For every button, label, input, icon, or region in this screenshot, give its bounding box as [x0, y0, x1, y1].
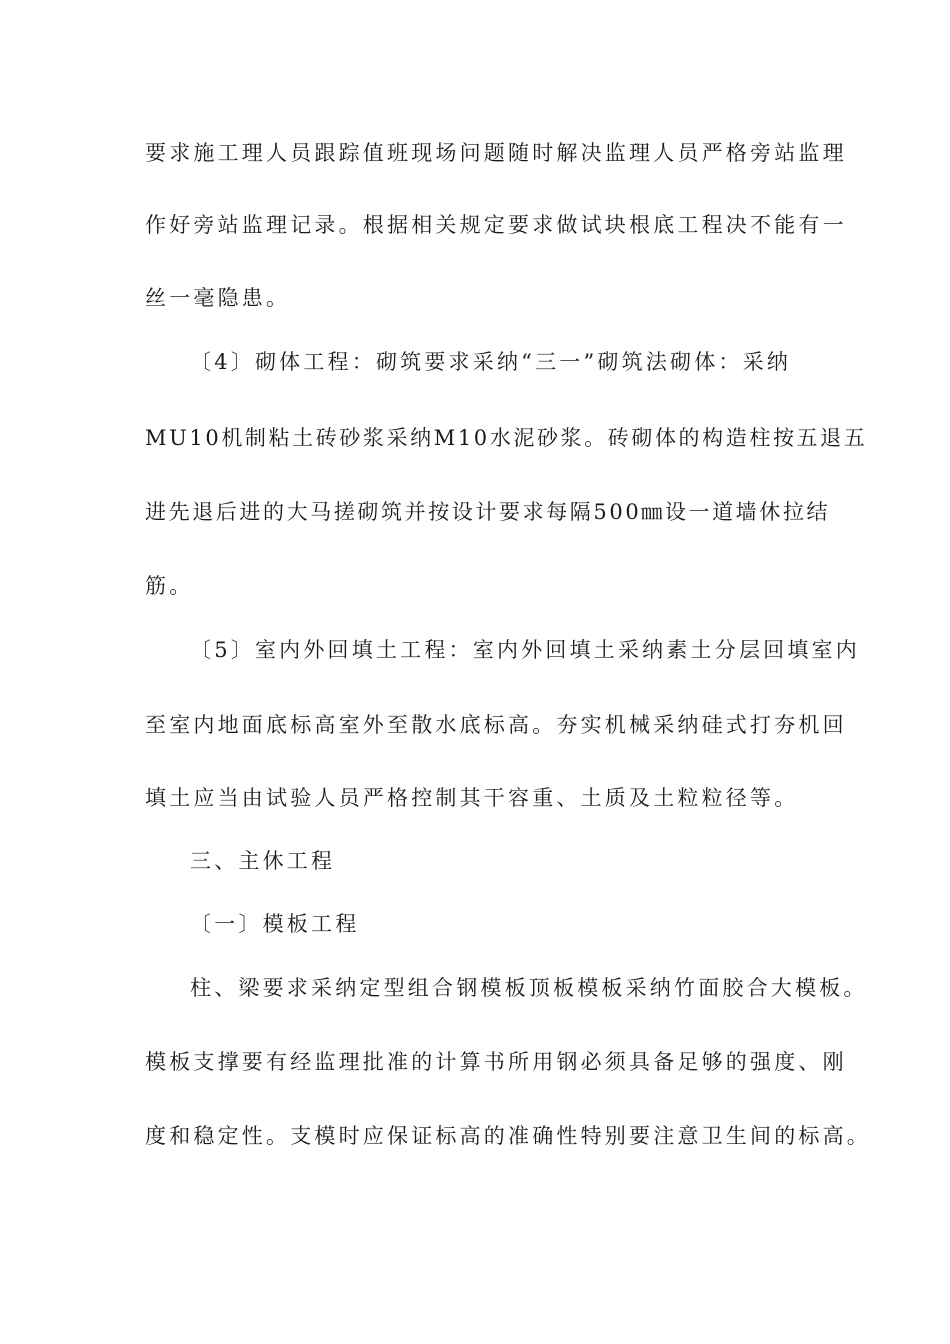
text-line: 模板支撑要有经监理批准的计算书所用钢必须具备足够的强度、刚 — [145, 1050, 847, 1074]
text-line: MU10机制粘土砖砂浆采纳M10水泥砂浆。砖砌体的构造柱按五退五 — [145, 426, 868, 450]
text-line: 筋。 — [145, 574, 194, 598]
text-line: 作好旁站监理记录。根据相关规定要求做试块根底工程决不能有一 — [145, 213, 847, 237]
text-line: 〔5〕室内外回填土工程：室内外回填土采纳素土分层回填室内 — [190, 638, 860, 662]
text-line: 至室内地面底标高室外至散水底标高。夯实机械采纳硅式打夯机回 — [145, 713, 847, 737]
text-line: 柱、梁要求采纳定型组合钢模板顶板模板采纳竹面胶合大模板。 — [190, 976, 868, 1000]
text-line: 度和稳定性。支模时应保证标高的准确性特别要注意卫生间的标高。 — [145, 1124, 871, 1148]
text-line: 填土应当由试验人员严格控制其干容重、土质及土粒粒径等。 — [145, 786, 799, 810]
text-line: 要求施工理人员跟踪值班现场问题随时解决监理人员严格旁站监理 — [145, 141, 847, 165]
text-line: 〔4〕砌体工程：砌筑要求采纳“三一”砌筑法砌体：采纳 — [190, 350, 792, 374]
text-line: 丝一毫隐患。 — [145, 286, 291, 310]
subsection-heading: 〔一〕模板工程 — [190, 912, 360, 936]
section-heading: 三、主休工程 — [190, 849, 336, 873]
text-line: 进先退后进的大马搓砌筑并按设计要求每隔500㎜设一道墙休拉结 — [145, 500, 831, 524]
